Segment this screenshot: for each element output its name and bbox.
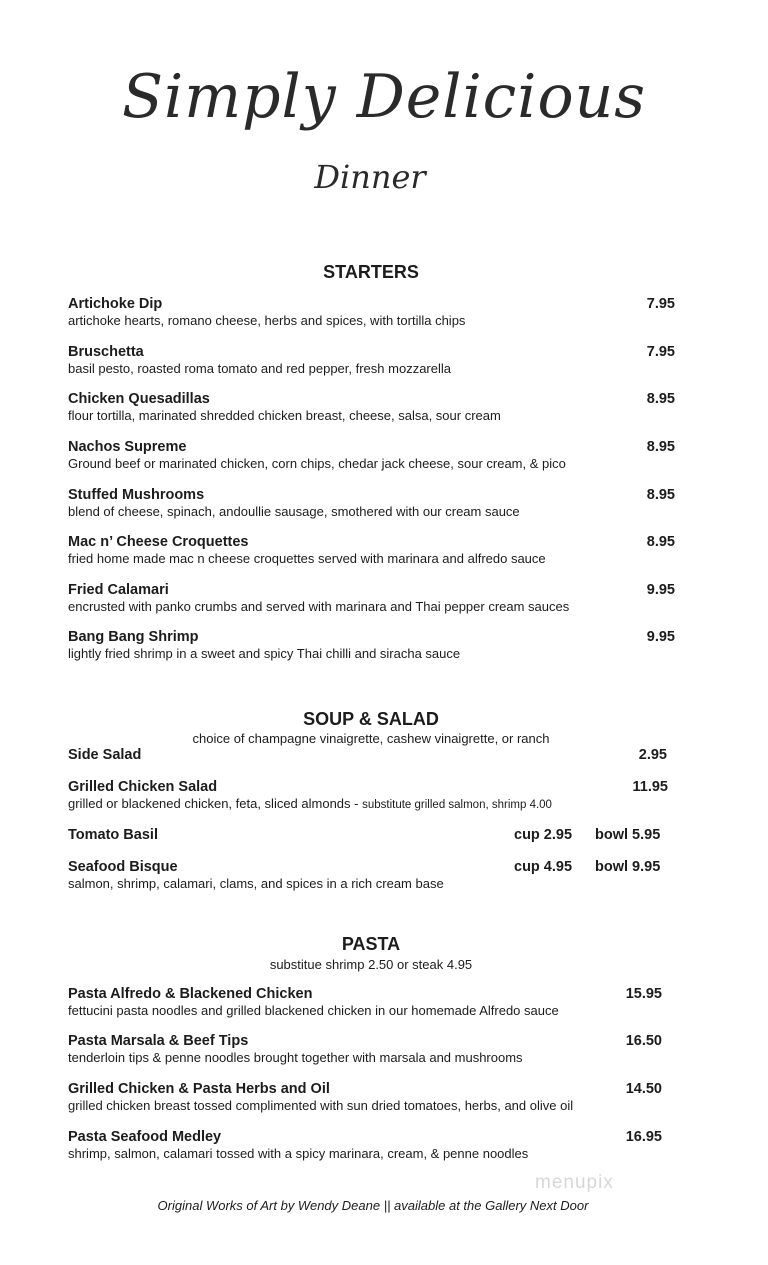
- menu-item: [68, 747, 667, 764]
- item-price: 7.95: [646, 296, 675, 312]
- item-description: [68, 796, 668, 813]
- item-price: 8.95: [646, 534, 675, 550]
- menu-item: [68, 296, 675, 329]
- menu-item: [68, 582, 675, 615]
- footer-credit: Original Works of Art by Wendy Deane || available at the Gallery Next Door: [157, 1198, 589, 1213]
- item-name: Grilled Chicken & Pasta Herbs and Oil: [68, 1081, 330, 1097]
- item-name: Bang Bang Shrimp: [68, 629, 199, 645]
- menu-item: [68, 1129, 662, 1162]
- item-description: salmon, shrimp, calamari, clams, and spices in a rich cream base: [68, 876, 444, 891]
- soup-salad-heading: SOUP & SALAD: [303, 709, 439, 729]
- menu-item: [68, 439, 675, 472]
- menu-item: [68, 534, 675, 567]
- item-name: Stuffed Mushrooms: [68, 487, 205, 503]
- item-name: Fried Calamari: [68, 582, 169, 598]
- dressing-note: choice of champagne vinaigrette, cashew vinaigrette, or ranch: [192, 731, 550, 746]
- item-price: 9.95: [646, 582, 675, 598]
- item-description: artichoke hearts, romano cheese, herbs and spices, with tortilla chips: [68, 313, 466, 328]
- item-name: Pasta Marsala & Beef Tips: [68, 1033, 249, 1049]
- item-name: Bruschetta: [68, 344, 144, 360]
- menu-item: [68, 487, 675, 520]
- pasta-heading: PASTA: [341, 934, 401, 954]
- menupix-watermark: menupix: [535, 1172, 614, 1193]
- item-name: Nachos Supreme: [68, 439, 187, 455]
- item-name: Artichoke Dip: [68, 296, 163, 312]
- item-name: Seafood Bisque: [68, 859, 178, 875]
- bowl-price: bowl 9.95: [595, 859, 661, 875]
- item-description: lightly fried shrimp in a sweet and spicy Thai chilli and siracha sauce: [68, 646, 461, 661]
- item-price: 11.95: [632, 779, 668, 795]
- item-price: 8.95: [646, 391, 675, 407]
- item-description: grilled chicken breast tossed complimented with sun dried tomatoes, herbs, and olive oil: [68, 1098, 574, 1113]
- item-description: encrusted with panko crumbs and served with marinara and Thai pepper cream sauces: [68, 599, 570, 614]
- item-name: Chicken Quesadillas: [68, 391, 210, 407]
- cup-price: cup 4.95: [514, 859, 573, 875]
- item-description: fried home made mac n cheese croquettes served with marinara and alfredo sauce: [68, 551, 546, 566]
- item-price: 16.95: [625, 1129, 662, 1145]
- item-description: blend of cheese, spinach, andoullie sausage, smothered with our cream sauce: [68, 504, 520, 519]
- menu-subtitle: Dinner: [314, 158, 426, 196]
- menu-item: [68, 1081, 662, 1114]
- menu-item: [68, 986, 662, 1019]
- item-name: Side Salad: [68, 747, 142, 763]
- item-name: Pasta Seafood Medley: [68, 1129, 222, 1145]
- menu-item: [68, 344, 675, 377]
- menu-item: [68, 827, 668, 844]
- cup-price: cup 2.95: [514, 827, 573, 843]
- pasta-substitution-note: substitue shrimp 2.50 or steak 4.95: [269, 957, 473, 972]
- menu-item: [68, 1033, 662, 1066]
- item-name: Mac n’ Cheese Croquettes: [68, 534, 249, 550]
- item-price: 8.95: [646, 439, 675, 455]
- item-description: shrimp, salmon, calamari tossed with a spicy marinara, cream, & penne noodles: [68, 1146, 529, 1161]
- item-description-text: grilled or blackened chicken, feta, sliced almonds -: [68, 796, 359, 811]
- item-price: 8.95: [646, 487, 675, 503]
- item-description: fettucini pasta noodles and grilled blackened chicken in our homemade Alfredo sauce: [68, 1003, 559, 1018]
- item-description: tenderloin tips & penne noodles brought together with marsala and mushrooms: [68, 1050, 523, 1065]
- menu-item: [68, 859, 668, 892]
- menu-title: Simply Delicious: [121, 62, 647, 132]
- item-price: 14.50: [625, 1081, 662, 1097]
- item-description: basil pesto, roasted roma tomato and red pepper, fresh mozzarella: [68, 361, 451, 376]
- bowl-price: bowl 5.95: [595, 827, 661, 843]
- item-name: Tomato Basil: [68, 827, 158, 843]
- item-description: Ground beef or marinated chicken, corn chips, chedar jack cheese, sour cream, & pico: [68, 456, 566, 471]
- item-name: Pasta Alfredo & Blackened Chicken: [68, 986, 313, 1002]
- item-price: 2.95: [638, 747, 667, 763]
- substitution-note: substitute grilled salmon, shrimp 4.00: [362, 799, 552, 811]
- menu-item: [68, 391, 675, 424]
- item-price: 15.95: [625, 986, 662, 1002]
- item-price: 9.95: [646, 629, 675, 645]
- menu-item: [68, 779, 668, 813]
- item-description: flour tortilla, marinated shredded chicken breast, cheese, salsa, sour cream: [68, 408, 501, 423]
- item-price: 16.50: [625, 1033, 662, 1049]
- item-name: Grilled Chicken Salad: [68, 779, 218, 795]
- menu-item: [68, 629, 675, 662]
- item-price: 7.95: [646, 344, 675, 360]
- starters-heading: STARTERS: [323, 262, 419, 282]
